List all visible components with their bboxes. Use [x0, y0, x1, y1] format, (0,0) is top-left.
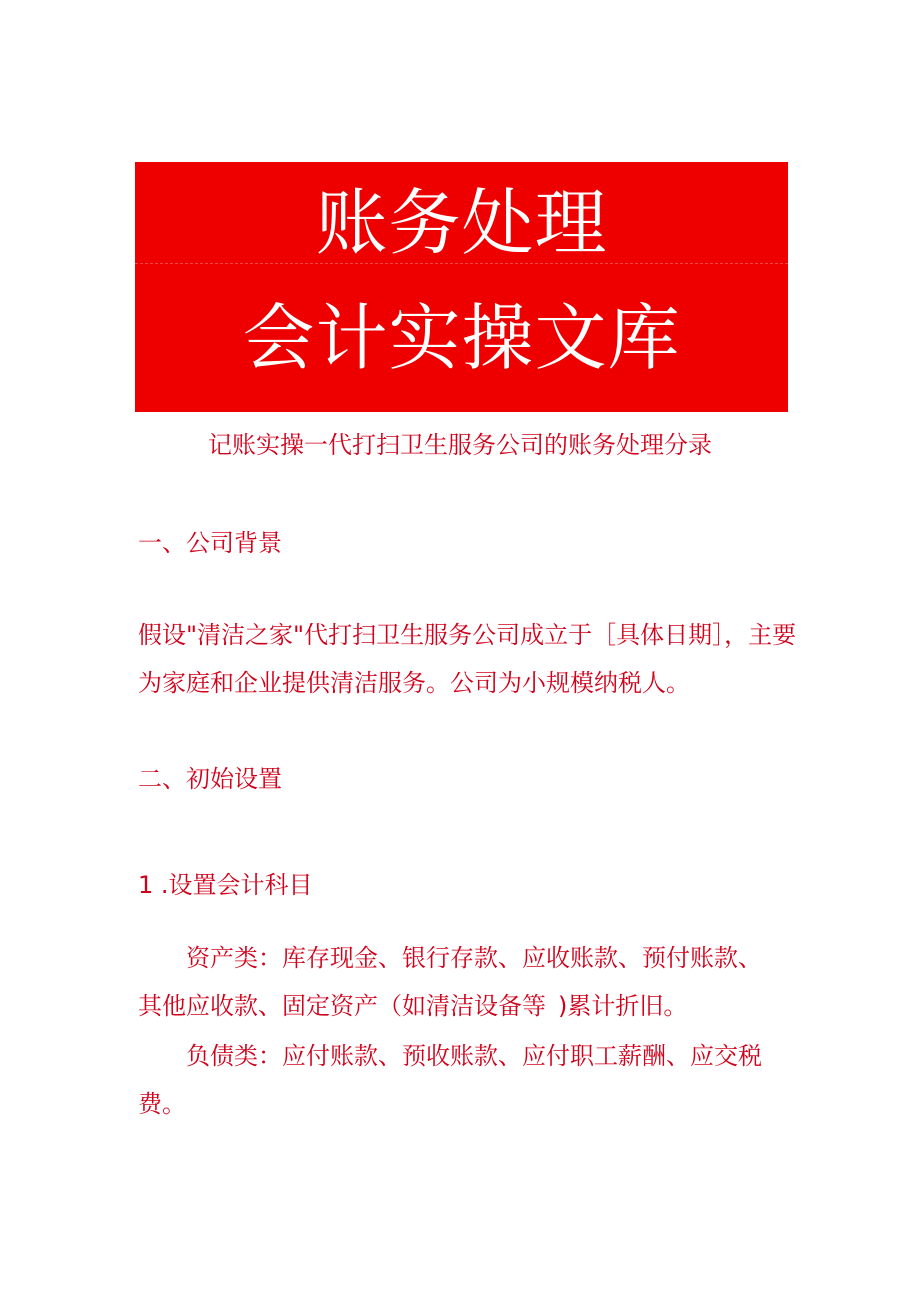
section-heading-background: 一、公司背景	[138, 529, 282, 557]
liabilities-line-2: 费。	[138, 1090, 186, 1118]
background-paragraph	[138, 611, 798, 707]
banner-divider	[135, 263, 788, 264]
assets-paragraph	[138, 934, 798, 1030]
document-subtitle: 记账实操一代打扫卫生服务公司的账务处理分录	[208, 431, 712, 459]
subsection-heading-accounts: 1 .设置会计科目	[138, 871, 313, 899]
title-banner	[135, 162, 788, 412]
background-line-1: 假设"清洁之家"代打扫卫生服务公司成立于［具体日期］，主要	[138, 621, 797, 649]
section-heading-setup: 二、初始设置	[138, 765, 282, 793]
assets-line-1: 资产类：库存现金、银行存款、应收账款、预付账款、	[186, 944, 762, 972]
background-line-2: 为家庭和企业提供清洁服务。公司为小规模纳税人。	[138, 669, 690, 697]
assets-line-2: 其他应收款、固定资产（如清洁设备等 )累计折旧。	[138, 992, 688, 1020]
banner-title-line-1: 账务处理	[315, 181, 608, 265]
banner-title-line-2: 会计实操文库	[242, 296, 681, 380]
liabilities-paragraph	[138, 1032, 798, 1128]
liabilities-line-1: 负债类：应付账款、预收账款、应付职工薪酬、应交税	[186, 1042, 762, 1070]
